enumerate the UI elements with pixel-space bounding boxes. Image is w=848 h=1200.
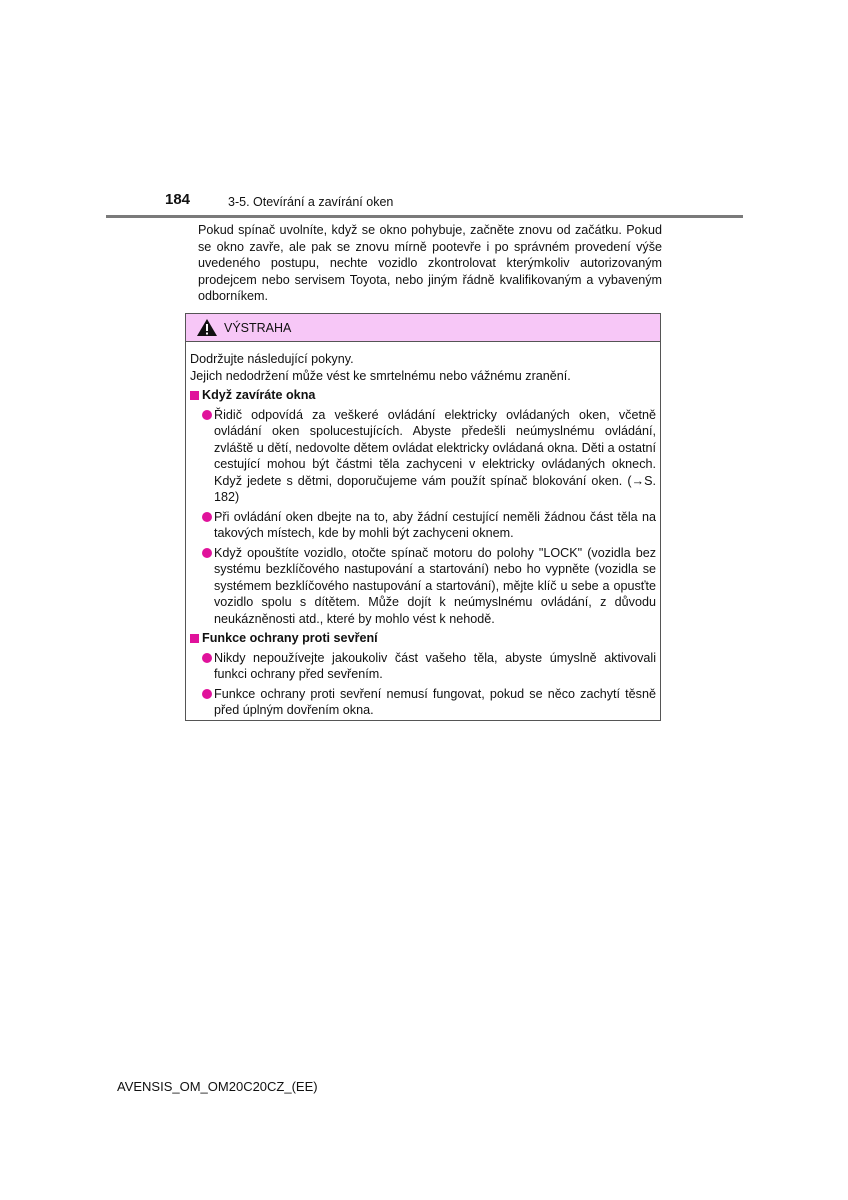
warning-triangle-icon xyxy=(196,318,218,337)
bullet-item xyxy=(202,650,656,683)
bullet-dot-icon xyxy=(202,548,212,558)
warning-intro-line: Dodržujte následující pokyny. xyxy=(190,352,354,366)
subheading-label: Když zavíráte okna xyxy=(202,388,316,402)
warning-subheading xyxy=(190,630,656,647)
bullet-dot-icon xyxy=(202,653,212,663)
bullet-text: Řidič odpovídá za veškeré ovládání elektricky ovládaných oken, včetně ovládání oken spolucestujících. Abyste předešli neúmyslnému ovládání, zvláště u dětí, nedovolte dětem ovládat elektricky ovládaná okna. Děti a ostatní cestující mohou být částmi těla zachyceni v elektricky ovládaných oknech. Když jedete s dětmi, doporučujeme vám použít spínač blokování oken. (→S. 182) xyxy=(214,407,656,504)
warning-subheading xyxy=(190,387,656,404)
intro-paragraph: Pokud spínač uvolníte, když se okno pohybuje, začněte znovu od začátku. Pokud se okno zavře, ale pak se znovu mírně pootevře i po správném provedení výše uvedeného postupu, nechte vozidlo zkontrolovat kterýmkoliv autorizovaným prodejcem nebo servisem Toyota, nebo jiným řádně kvalifikovaným a vybaveným odborníkem. xyxy=(198,223,662,303)
header-rule xyxy=(106,215,743,218)
warning-title: VÝSTRAHA xyxy=(224,320,292,335)
section-title: 3-5. Otevírání a zavírání oken xyxy=(228,195,394,209)
warning-intro-line: Jejich nedodržení může vést ke smrtelnému nebo vážnému zranění. xyxy=(190,368,571,383)
square-bullet-icon xyxy=(190,634,199,643)
bullet-dot-icon xyxy=(202,512,212,522)
bullet-dot-icon xyxy=(202,410,212,420)
subheading-label: Funkce ochrany proti sevření xyxy=(202,631,378,645)
warning-box xyxy=(185,313,661,721)
bullet-text: Nikdy nepoužívejte jakoukoliv část vašeho těla, abyste úmyslně aktivovali funkci ochrany před sevřením. xyxy=(214,650,656,681)
square-bullet-icon xyxy=(190,391,199,400)
bullet-text: Když opouštíte vozidlo, otočte spínač motoru do polohy "LOCK" (vozidla bez systému bezklíčového nastupování a startování) nebo ho vypněte (vozidla se systémem bezklíčového nastupování a startování), mějte klíč u sebe a opusťte vozidlo spolu s dítětem. Může dojít k neúmyslnému ovládání, z důvodu neukázněnosti atd., které by mohlo vést k nehodě. xyxy=(214,545,656,626)
bullet-dot-icon xyxy=(202,689,212,699)
bullet-item xyxy=(202,686,656,719)
footer-doc-code: AVENSIS_OM_OM20C20CZ_(EE) xyxy=(117,1079,318,1094)
bullet-item xyxy=(202,545,656,628)
bullet-text: Při ovládání oken dbejte na to, aby žádní cestující neměli žádnou část těla na takových místech, kde by mohli být zachyceni oknem. xyxy=(214,509,656,540)
bullet-item xyxy=(202,407,656,506)
bullet-text: Funkce ochrany proti sevření nemusí fungovat, pokud se něco zachytí těsně před úplným dovřením okna. xyxy=(214,686,656,717)
warning-header xyxy=(186,314,660,342)
bullet-item xyxy=(202,509,656,542)
page-number: 184 xyxy=(165,191,191,208)
warning-body xyxy=(186,342,660,719)
